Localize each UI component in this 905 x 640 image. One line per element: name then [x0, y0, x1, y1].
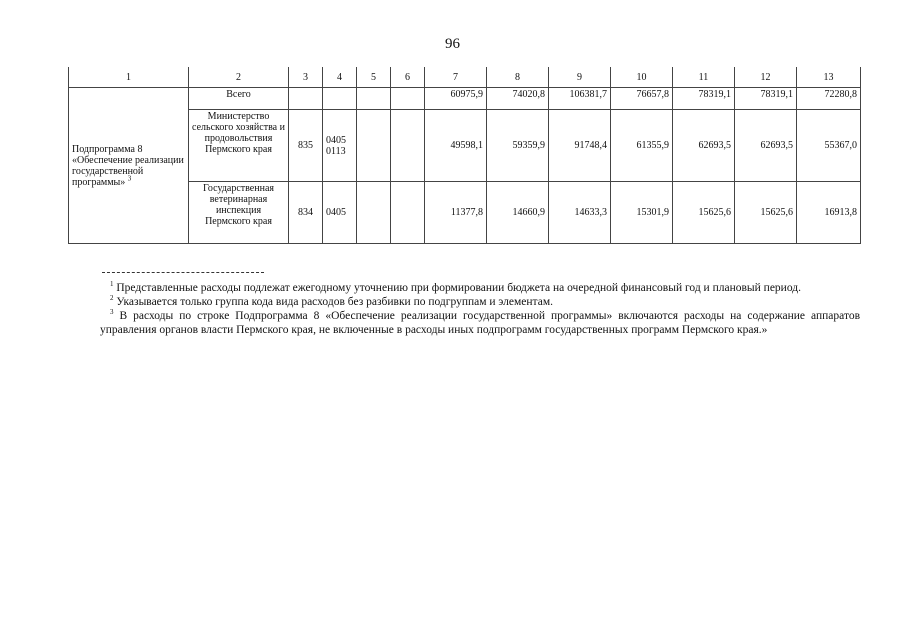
value-cell: 62693,5	[673, 110, 735, 182]
page-number: 96	[445, 36, 460, 52]
section-code-cell	[323, 88, 357, 110]
column-header: 6	[391, 67, 425, 88]
col5-cell	[357, 88, 391, 110]
value-cell: 61355,9	[611, 110, 673, 182]
footnote-marker: 3	[110, 308, 114, 317]
value-cell: 11377,8	[425, 182, 487, 244]
value-cell: 78319,1	[735, 88, 797, 110]
value-cell: 74020,8	[487, 88, 549, 110]
column-header: 1	[69, 67, 189, 88]
footnotes	[100, 272, 860, 337]
value-cell: 62693,5	[735, 110, 797, 182]
value-cell: 16913,8	[797, 182, 861, 244]
column-header: 4	[323, 67, 357, 88]
value-cell: 59359,9	[487, 110, 549, 182]
row-name-cell: Министерство сельского хозяйства и продовольствия Пермского края	[189, 110, 289, 182]
footnote-text: В расходы по строке Подпрограмма 8 «Обеспечение реализации государственной программы» включаются расходы на содержание аппаратов управления органов власти Пермского края, не включенные в расходы иных подпрограмм государственных программ Пермского края.»	[100, 310, 860, 336]
kvsr-cell: 834	[289, 182, 323, 244]
table-row	[69, 88, 861, 110]
program-name-cell: Подпрограмма 8 «Обеспечение реализации государственной программы» $^3$	[69, 88, 189, 244]
value-cell: 106381,7	[549, 88, 611, 110]
value-cell: 14633,3	[549, 182, 611, 244]
col6-cell	[391, 182, 425, 244]
kvsr-cell	[289, 88, 323, 110]
value-cell: 91748,4	[549, 110, 611, 182]
kvsr-cell: 835	[289, 110, 323, 182]
value-cell: 15625,6	[735, 182, 797, 244]
column-header: 8	[487, 67, 549, 88]
value-cell: 78319,1	[673, 88, 735, 110]
value-cell: 55367,0	[797, 110, 861, 182]
row-name-cell: Государственная ветеринарная инспекция Пермского края	[189, 182, 289, 244]
col5-cell	[357, 182, 391, 244]
footnote-separator	[102, 272, 264, 273]
column-header: 12	[735, 67, 797, 88]
column-header: 7	[425, 67, 487, 88]
value-cell: 15625,6	[673, 182, 735, 244]
footnote-ref: 3	[127, 174, 132, 183]
footnote-marker: 2	[110, 294, 114, 303]
column-header: 9	[549, 67, 611, 88]
footnote-2	[100, 295, 860, 309]
column-header: 11	[673, 67, 735, 88]
column-header: 2	[189, 67, 289, 88]
footnote-text: Представленные расходы подлежат ежегодному уточнению при формировании бюджета на очередной финансовый год и плановый период.	[116, 282, 801, 294]
table-header-row	[69, 67, 861, 88]
column-header: 13	[797, 67, 861, 88]
value-cell: 76657,8	[611, 88, 673, 110]
col6-cell	[391, 110, 425, 182]
col6-cell	[391, 88, 425, 110]
section-code-cell: 0405 0113	[323, 110, 357, 182]
budget-table	[68, 67, 861, 244]
column-header: 10	[611, 67, 673, 88]
col5-cell	[357, 110, 391, 182]
column-header: 5	[357, 67, 391, 88]
footnote-marker: 1	[110, 280, 114, 289]
value-cell: 14660,9	[487, 182, 549, 244]
section-code-cell: 0405	[323, 182, 357, 244]
column-header: 3	[289, 67, 323, 88]
value-cell: 49598,1	[425, 110, 487, 182]
value-cell: 60975,9	[425, 88, 487, 110]
footnote-text: Указывается только группа кода вида расходов без разбивки по подгруппам и элементам.	[116, 296, 553, 308]
row-name-cell: Всего	[189, 88, 289, 110]
footnote-1	[100, 281, 860, 295]
footnote-3	[100, 309, 860, 337]
value-cell: 15301,9	[611, 182, 673, 244]
value-cell: 72280,8	[797, 88, 861, 110]
